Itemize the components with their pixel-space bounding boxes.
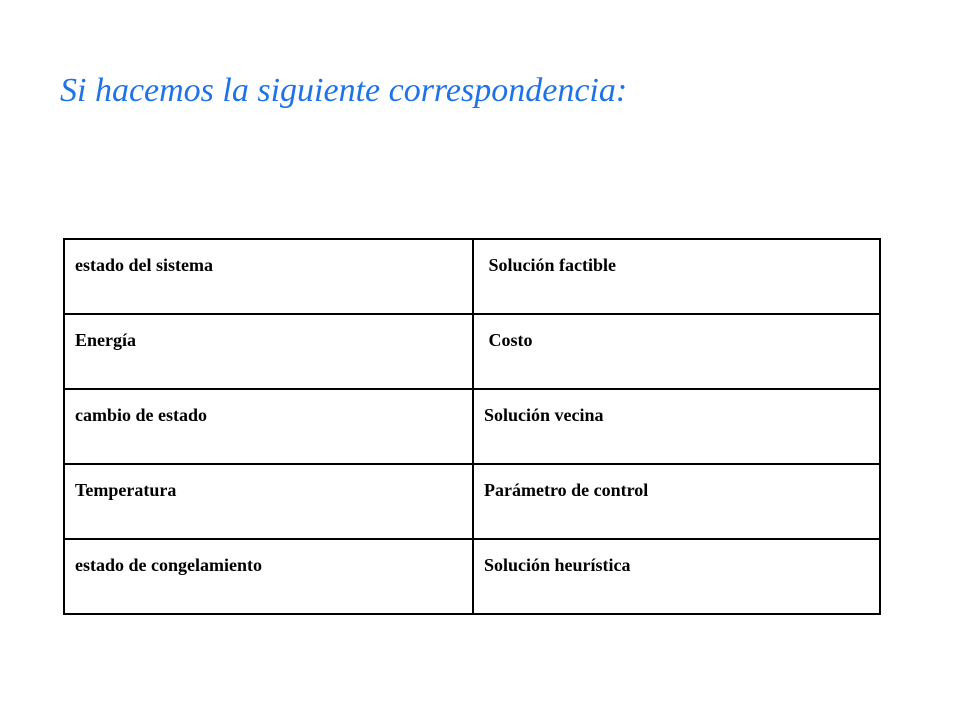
table-cell-equivalent: Solución vecina bbox=[473, 389, 880, 464]
table-row bbox=[64, 464, 880, 539]
slide-title: Si hacemos la siguiente correspondencia: bbox=[60, 72, 628, 109]
table-cell-equivalent: Solución heurística bbox=[473, 539, 880, 614]
table-cell-concept: Energía bbox=[64, 314, 473, 389]
table-cell-equivalent: Solución factible bbox=[473, 239, 880, 314]
table-cell-concept: estado de congelamiento bbox=[64, 539, 473, 614]
table-cell-concept: estado del sistema bbox=[64, 239, 473, 314]
table-row bbox=[64, 539, 880, 614]
table-cell-equivalent: Costo bbox=[473, 314, 880, 389]
table-row bbox=[64, 389, 880, 464]
correspondence-table bbox=[63, 238, 881, 615]
table-row bbox=[64, 239, 880, 314]
table-cell-concept: cambio de estado bbox=[64, 389, 473, 464]
table-cell-concept: Temperatura bbox=[64, 464, 473, 539]
table-cell-equivalent: Parámetro de control bbox=[473, 464, 880, 539]
table-row bbox=[64, 314, 880, 389]
